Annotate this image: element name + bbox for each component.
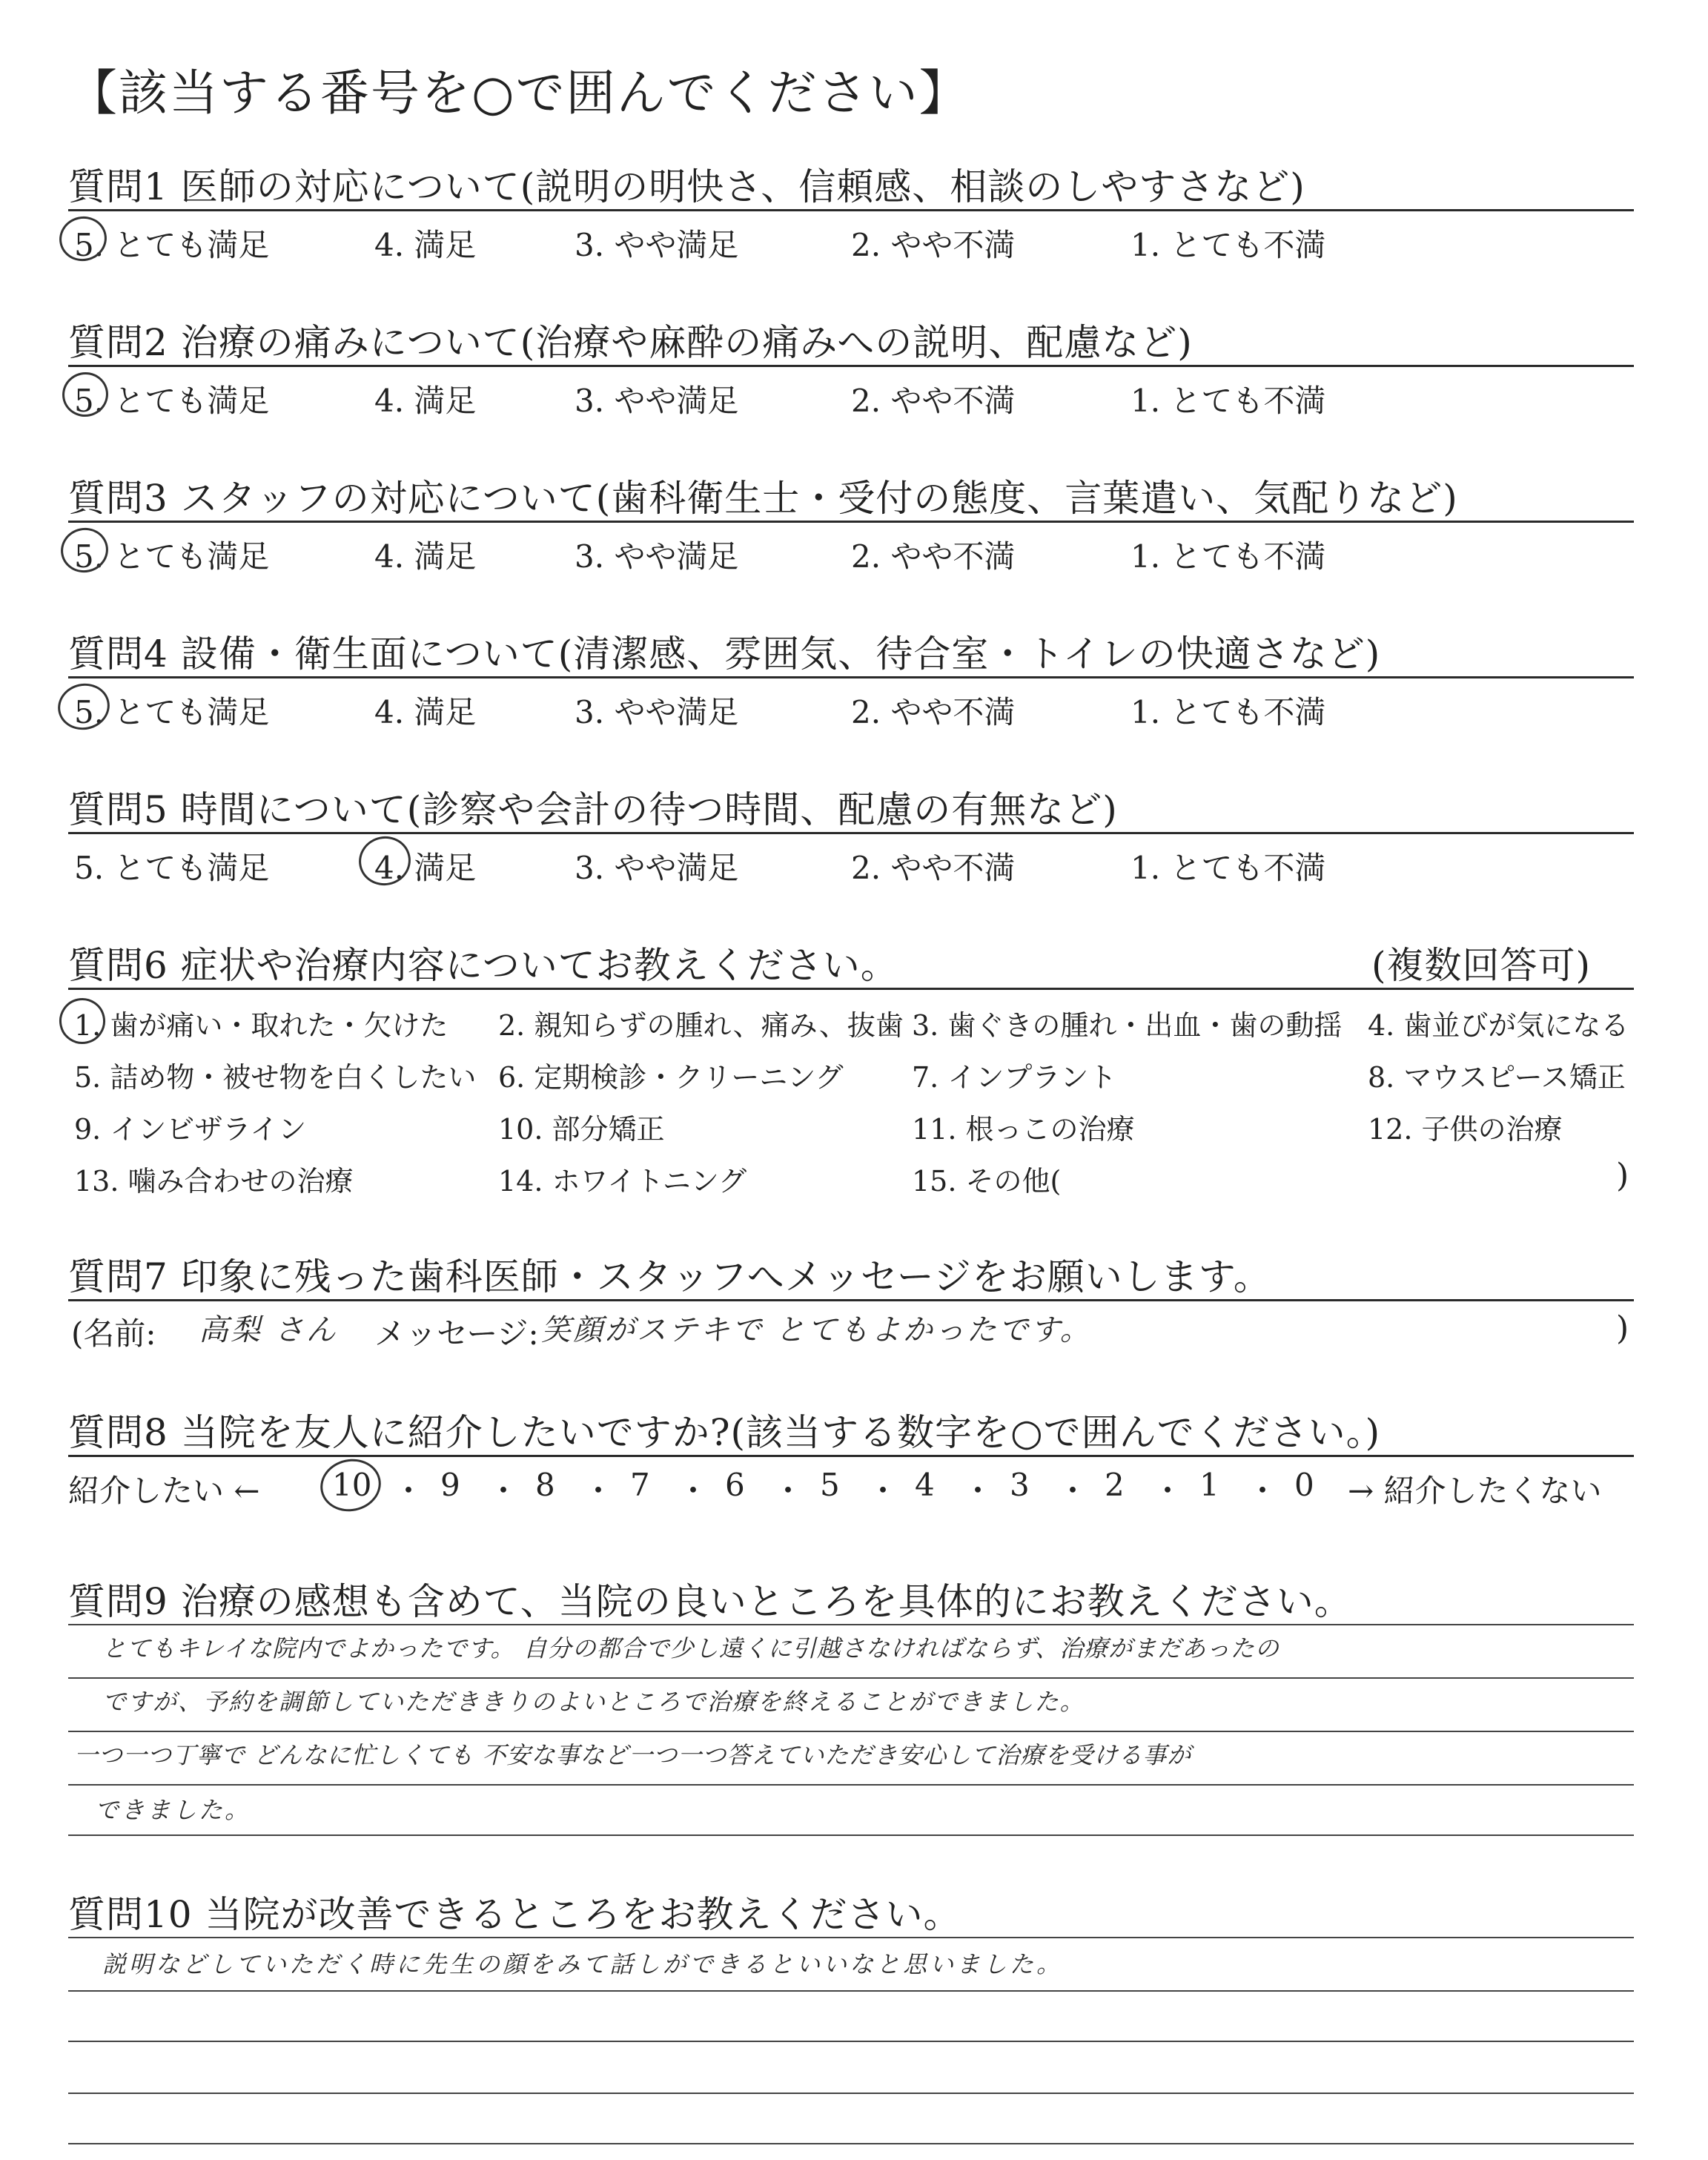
- question-6-label: 質問6 症状や治療内容についてお教えください。: [68, 944, 898, 987]
- q3-option-4[interactable]: 4. 満足: [374, 538, 477, 575]
- question-7-label: 質問7 印象に残った歯科医師・スタッフへメッセージをお願いします。: [68, 1255, 1271, 1298]
- q8-scale-1[interactable]: 1: [1199, 1467, 1219, 1503]
- q8-selection-circle: [316, 1453, 386, 1517]
- question-10-label: 質問10 当院が改善できるところをお教えください。: [68, 1893, 961, 1936]
- q8-scale-8[interactable]: 8: [535, 1467, 555, 1503]
- q2-option-2[interactable]: 2. やや不満: [851, 383, 1016, 419]
- q8-scale-0[interactable]: 0: [1294, 1467, 1314, 1503]
- q6-item-6[interactable]: 6. 定期検診・クリーニング: [498, 1061, 844, 1094]
- q9-writing-line: [68, 1677, 1634, 1679]
- q8-scale-dot: ・: [772, 1473, 804, 1509]
- question-9-label: 質問9 治療の感想も含めて、当院の良いところを具体的にお教えください。: [68, 1580, 1352, 1623]
- q8-scale-10[interactable]: 10: [332, 1467, 372, 1503]
- q1-option-3[interactable]: 3. やや満足: [575, 227, 739, 263]
- q10-writing-line: [68, 1990, 1634, 1992]
- q7-name-value[interactable]: 高梨 さん: [199, 1313, 338, 1347]
- q6-item-7[interactable]: 7. インプラント: [912, 1061, 1117, 1094]
- q8-scale-6[interactable]: 6: [725, 1467, 745, 1503]
- q9-writing-line: [68, 1624, 1634, 1625]
- q8-scale-dot: ・: [962, 1473, 994, 1509]
- q4-option-5[interactable]: 5. とても満足: [74, 694, 270, 730]
- q2-option-5[interactable]: 5. とても満足: [74, 383, 270, 419]
- q5-option-4[interactable]: 4. 満足: [374, 850, 477, 886]
- q7-close-paren: ): [1616, 1309, 1629, 1347]
- q2-option-4[interactable]: 4. 満足: [374, 383, 477, 419]
- q4-option-2[interactable]: 2. やや不満: [851, 694, 1016, 730]
- q9-answer-line-2[interactable]: ですが、予約を調節していただききりのよいところで治療を終えることができました。: [102, 1688, 1085, 1716]
- q6-item-9[interactable]: 9. インビザライン: [74, 1113, 307, 1146]
- question-5-rule: [68, 832, 1634, 834]
- q5-option-3[interactable]: 3. やや満足: [575, 850, 739, 886]
- question-5-label: 質問5 時間について(診察や会計の待つ時間、配慮の有無など): [68, 788, 1118, 831]
- question-8-label: 質問8 当院を友人に紹介したいですか?(該当する数字を○で囲んでください。): [68, 1411, 1381, 1454]
- q6-item-3[interactable]: 3. 歯ぐきの腫れ・出血・歯の動揺: [912, 1009, 1343, 1042]
- q10-writing-line: [68, 2041, 1634, 2042]
- question-2-rule: [68, 365, 1634, 367]
- q7-message-value[interactable]: 笑顔がステキで とてもよかったです。: [541, 1313, 1092, 1347]
- q4-option-3[interactable]: 3. やや満足: [575, 694, 739, 730]
- q10-writing-line: [68, 2093, 1634, 2094]
- question-2-label: 質問2 治療の痛みについて(治療や麻酔の痛みへの説明、配慮など): [68, 321, 1193, 364]
- question-4-rule: [68, 676, 1634, 678]
- q3-option-3[interactable]: 3. やや満足: [575, 538, 739, 575]
- q8-scale-7[interactable]: 7: [630, 1467, 650, 1503]
- q6-item-11[interactable]: 11. 根っこの治療: [912, 1113, 1135, 1146]
- q8-scale-dot: ・: [867, 1473, 899, 1509]
- q8-scale-dot: ・: [1247, 1473, 1279, 1509]
- q6-item-10[interactable]: 10. 部分矯正: [498, 1113, 665, 1146]
- question-6-rule: [68, 988, 1634, 990]
- q6-item-5[interactable]: 5. 詰め物・被せ物を白くしたい: [74, 1061, 477, 1094]
- q1-option-5[interactable]: 5. とても満足: [74, 227, 270, 263]
- q8-scale-4[interactable]: 4: [915, 1467, 935, 1503]
- q3-option-5[interactable]: 5. とても満足: [74, 538, 270, 575]
- question-8-rule: [68, 1455, 1634, 1457]
- q3-option-2[interactable]: 2. やや不満: [851, 538, 1016, 575]
- q5-option-1[interactable]: 1. とても不満: [1131, 850, 1326, 886]
- q8-scale-dot: ・: [488, 1473, 520, 1509]
- q8-scale-dot: ・: [1152, 1473, 1184, 1509]
- q4-option-1[interactable]: 1. とても不満: [1131, 694, 1326, 730]
- q9-answer-line-4[interactable]: できました。: [95, 1796, 251, 1824]
- q1-option-1[interactable]: 1. とても不満: [1131, 227, 1326, 263]
- q8-scale-dot: ・: [1057, 1473, 1089, 1509]
- survey-title: 【該当する番号を○で囲んでください】: [68, 65, 970, 122]
- q9-answer-line-3[interactable]: 一つ一つ丁寧で どんなに忙しくても 不安な事など一つ一つ答えていただき安心して治療を受ける事が: [74, 1741, 1192, 1769]
- q1-option-2[interactable]: 2. やや不満: [851, 227, 1016, 263]
- q1-option-4[interactable]: 4. 満足: [374, 227, 477, 263]
- q10-writing-line: [68, 1937, 1634, 1938]
- q9-writing-line: [68, 1784, 1634, 1786]
- q10-writing-line: [68, 2143, 1634, 2144]
- q6-item-4[interactable]: 4. 歯並びが気になる: [1368, 1009, 1629, 1042]
- q6-item-15[interactable]: 15. その他(: [912, 1165, 1062, 1198]
- q4-option-4[interactable]: 4. 満足: [374, 694, 477, 730]
- q10-answer-line-1[interactable]: 説明などしていただく時に先生の顔をみて話しができるといいなと思いました。: [102, 1950, 1064, 1978]
- q2-option-1[interactable]: 1. とても不満: [1131, 383, 1326, 419]
- q8-right-label: → 紹介したくない: [1348, 1473, 1602, 1509]
- q7-message-prefix: メッセージ:: [374, 1315, 539, 1352]
- q8-scale-3[interactable]: 3: [1010, 1467, 1030, 1503]
- question-3-label: 質問3 スタッフの対応について(歯科衛生士・受付の態度、言葉遣い、気配りなど): [68, 477, 1458, 520]
- q8-scale-5[interactable]: 5: [820, 1467, 840, 1503]
- q6-item-13[interactable]: 13. 噛み合わせの治療: [74, 1165, 354, 1198]
- q9-writing-line: [68, 1731, 1634, 1732]
- question-1-label: 質問1 医師の対応について(説明の明快さ、信頼感、相談のしやすさなど): [68, 165, 1305, 208]
- q8-scale-dot: ・: [393, 1473, 425, 1509]
- q2-option-3[interactable]: 3. やや満足: [575, 383, 739, 419]
- q7-name-prefix: (名前:: [71, 1315, 156, 1352]
- question-6-note: (複数回答可): [1371, 944, 1592, 987]
- q6-other-close-paren: ): [1616, 1157, 1629, 1195]
- question-4-label: 質問4 設備・衛生面について(清潔感、雰囲気、待合室・トイレの快適さなど): [68, 633, 1381, 676]
- question-3-rule: [68, 521, 1634, 523]
- q6-item-12[interactable]: 12. 子供の治療: [1368, 1113, 1563, 1146]
- q6-item-2[interactable]: 2. 親知らずの腫れ、痛み、抜歯: [498, 1009, 904, 1042]
- q8-scale-2[interactable]: 2: [1105, 1467, 1125, 1503]
- question-1-rule: [68, 209, 1634, 211]
- q8-scale-dot: ・: [678, 1473, 709, 1509]
- q6-item-8[interactable]: 8. マウスピース矯正: [1368, 1061, 1626, 1094]
- q9-writing-line: [68, 1834, 1634, 1836]
- q6-item-1[interactable]: 1. 歯が痛い・取れた・欠けた: [74, 1009, 448, 1042]
- q3-option-1[interactable]: 1. とても不満: [1131, 538, 1326, 575]
- q5-option-5[interactable]: 5. とても満足: [74, 850, 270, 886]
- question-7-rule: [68, 1299, 1634, 1301]
- q5-option-2[interactable]: 2. やや不満: [851, 850, 1016, 886]
- q8-left-label: 紹介したい ←: [68, 1473, 260, 1509]
- q6-item-14[interactable]: 14. ホワイトニング: [498, 1165, 747, 1198]
- q9-answer-line-1[interactable]: とてもキレイな院内でよかったです。 自分の都合で少し遠くに引越さなければならず、治療がまだあったの: [102, 1634, 1280, 1662]
- q8-scale-dot: ・: [583, 1473, 615, 1509]
- q8-scale-9[interactable]: 9: [440, 1467, 460, 1503]
